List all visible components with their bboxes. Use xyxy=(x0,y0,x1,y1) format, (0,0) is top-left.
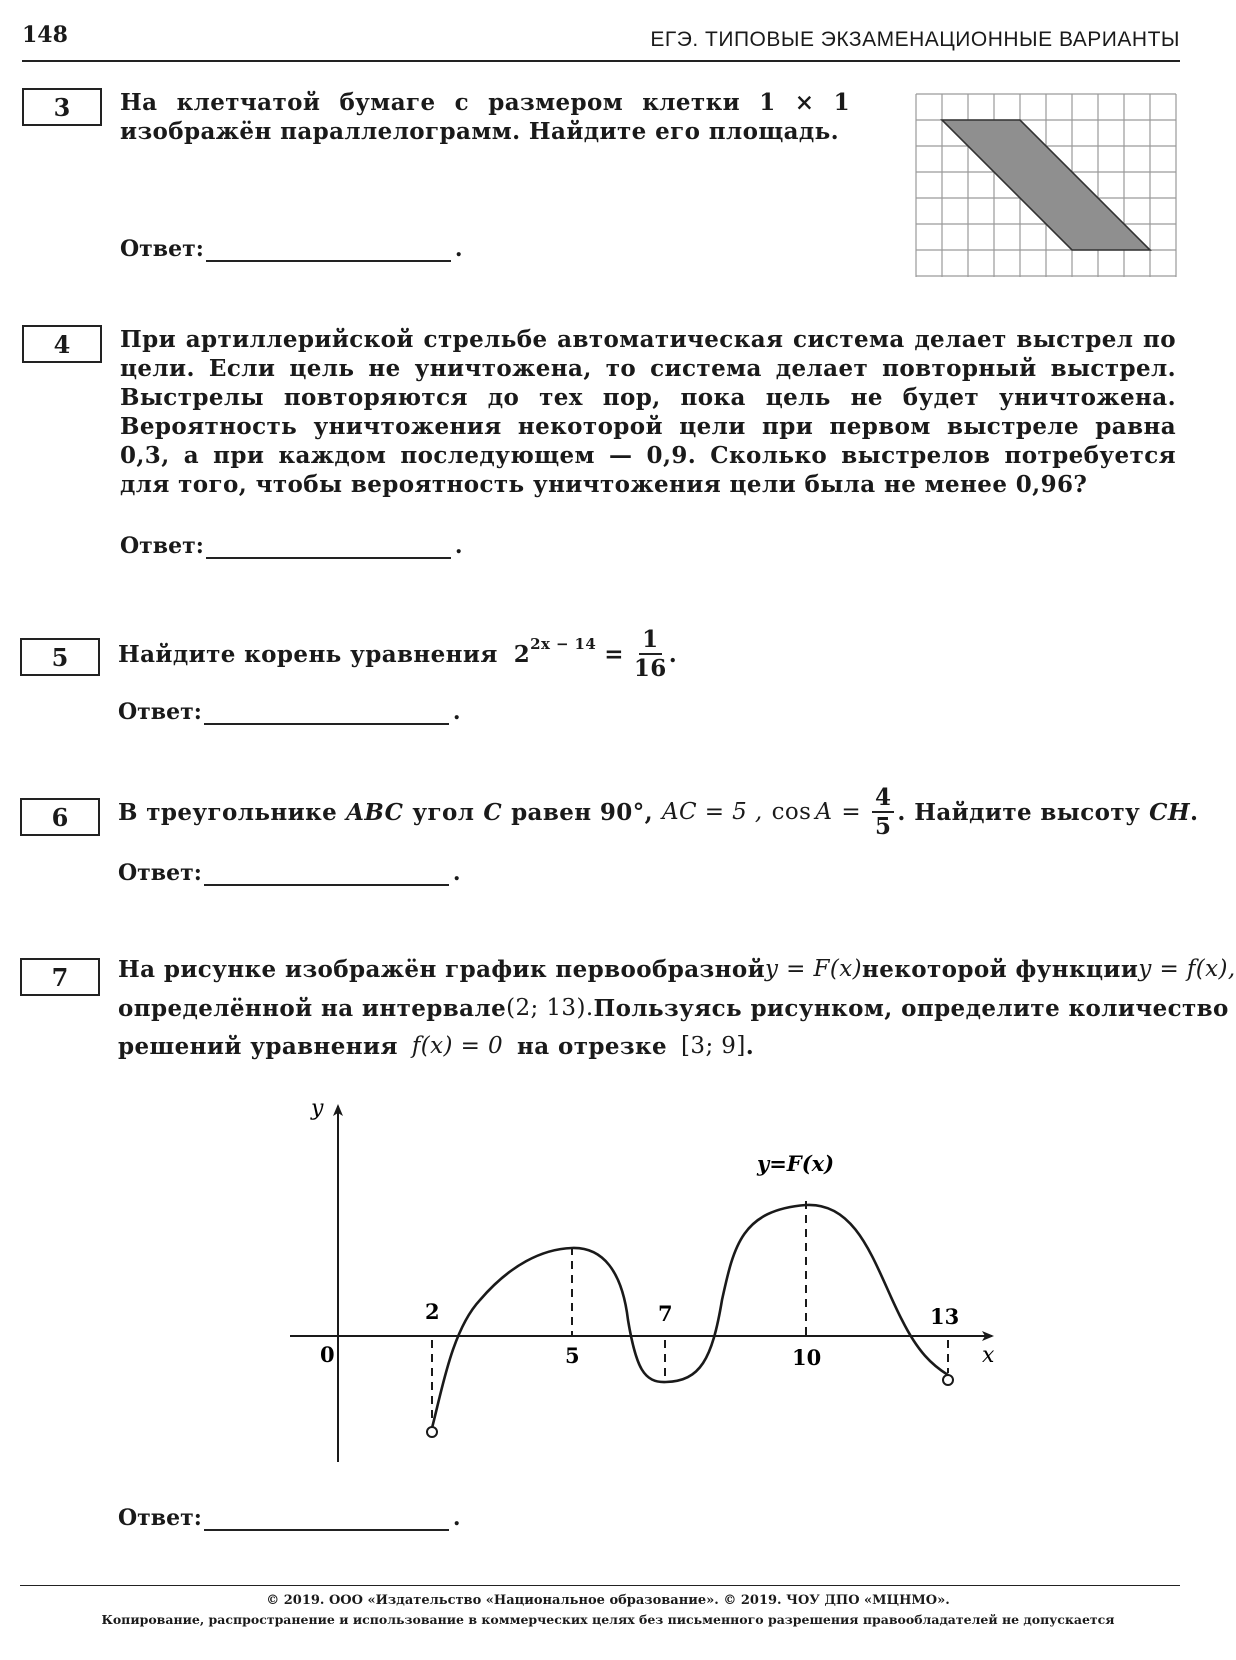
answer-label: Ответ: xyxy=(120,533,204,559)
task-5-number: 5 xyxy=(51,642,69,672)
tick-label-7: 7 xyxy=(658,1301,673,1326)
answer-label: Ответ: xyxy=(120,236,204,262)
task-6-number-box xyxy=(20,798,100,836)
tick-label-13: 13 xyxy=(930,1304,960,1329)
tick-label-2: 2 xyxy=(425,1299,440,1324)
task-7-number-box xyxy=(20,958,100,996)
task-4-answer: Ответ: . xyxy=(120,533,463,559)
parallelogram-grid-figure xyxy=(915,93,1179,278)
task-3-answer-field[interactable] xyxy=(206,238,451,262)
task-7-answer: Ответ: . xyxy=(118,1505,461,1531)
task-6-text: В треугольнике ABC угол C равен 90°, AC = 5 , cos A = $\frac{4}{5}$ . Найдите высоту CH . xyxy=(118,784,1199,840)
x-axis-label: x xyxy=(982,1343,995,1368)
answer-label: Ответ: xyxy=(118,1505,202,1531)
task-4-answer-field[interactable] xyxy=(206,535,451,559)
task-5-answer: Ответ: . xyxy=(118,699,461,725)
task-7-answer-field[interactable] xyxy=(204,1507,449,1531)
task-4-number: 4 xyxy=(53,329,71,359)
curve-label: y=F(x) xyxy=(757,1151,835,1176)
task-6-answer-field[interactable] xyxy=(204,862,449,886)
equation-equals: = xyxy=(604,640,624,668)
task-7-line-1: На рисунке изображён график первообразной y = F(x) некоторой функции y = f(x), xyxy=(118,956,1236,983)
task-4-text: При артиллерийской стрельбе автоматическая система делает выстрел по цели. Если цель не уничтожена, то система делает повторный выстрел. Выстрелы повторяются до тех пор, пока цель не будет уничтожена. Вероятность уничтожения некоторой цели при первом выстреле равна 0,3, а при каждом последующем — 0,9. Сколько выстрелов потребуется для того, чтобы вероятность уничтожения цели была не менее 0,96? xyxy=(120,326,1176,498)
task-4-number-box xyxy=(22,325,102,363)
task-5-number-box xyxy=(20,638,100,676)
task-3-number: 3 xyxy=(53,92,71,122)
task-5-prompt: Найдите корень уравнения xyxy=(118,640,498,668)
task-5-text: Найдите корень уравнения 2 $^{2x - 14}$ = $\frac{1}{16}$ . xyxy=(118,626,678,682)
guide-dashes xyxy=(432,1201,948,1420)
antiderivative-graph xyxy=(270,1090,1010,1475)
footer-copyright: © 2019. ООО «Издательство «Национальное образование». © 2019. ЧОУ ДПО «МЦНМО». xyxy=(266,1593,950,1608)
task-7-line-2: определённой на интервале (2; 13). Пользуясь рисунком, определите количество xyxy=(118,995,1229,1022)
open-endpoint-left xyxy=(427,1427,437,1437)
curve-F xyxy=(432,1205,948,1428)
task-6-number: 6 xyxy=(51,802,69,832)
task-3-answer: Ответ: . xyxy=(120,236,463,262)
equation-fraction: $\frac{1}{16}$ xyxy=(633,626,667,682)
running-header: ЕГЭ. ТИПОВЫЕ ЭКЗАМЕНАЦИОННЫЕ ВАРИАНТЫ xyxy=(650,28,1180,51)
task-3-text: На клетчатой бумаге с размером клетки 1 × 1 изображён параллелограмм. Найдите его площадь. xyxy=(120,89,850,145)
equation-exponent: 2x − 14 xyxy=(530,634,597,653)
page-number: 148 xyxy=(22,22,68,48)
task-3-number-box xyxy=(22,88,102,126)
y-axis-label: y xyxy=(311,1096,324,1121)
header-divider xyxy=(22,60,1180,62)
tick-label-5: 5 xyxy=(565,1343,580,1368)
task-7-number: 7 xyxy=(51,962,69,992)
tick-label-10: 10 xyxy=(792,1345,822,1370)
answer-label: Ответ: xyxy=(118,699,202,725)
origin-label: 0 xyxy=(320,1342,335,1367)
task-6-answer: Ответ: . xyxy=(118,860,461,886)
cos-fraction: $\frac{4}{5}$ xyxy=(872,786,894,838)
answer-label: Ответ: xyxy=(118,860,202,886)
open-endpoint-right xyxy=(943,1375,953,1385)
task-5-answer-field[interactable] xyxy=(204,701,449,725)
task-7-line-3: решений уравнения f(x) = 0 на отрезке [3; 9] . xyxy=(118,1033,755,1060)
footer-divider xyxy=(20,1585,1180,1586)
footer-notice: Копирование, распространение и использование в коммерческих целях без письменного разрешения правообладателей не допускается xyxy=(101,1612,1115,1627)
equation-base: 2 xyxy=(513,640,531,668)
